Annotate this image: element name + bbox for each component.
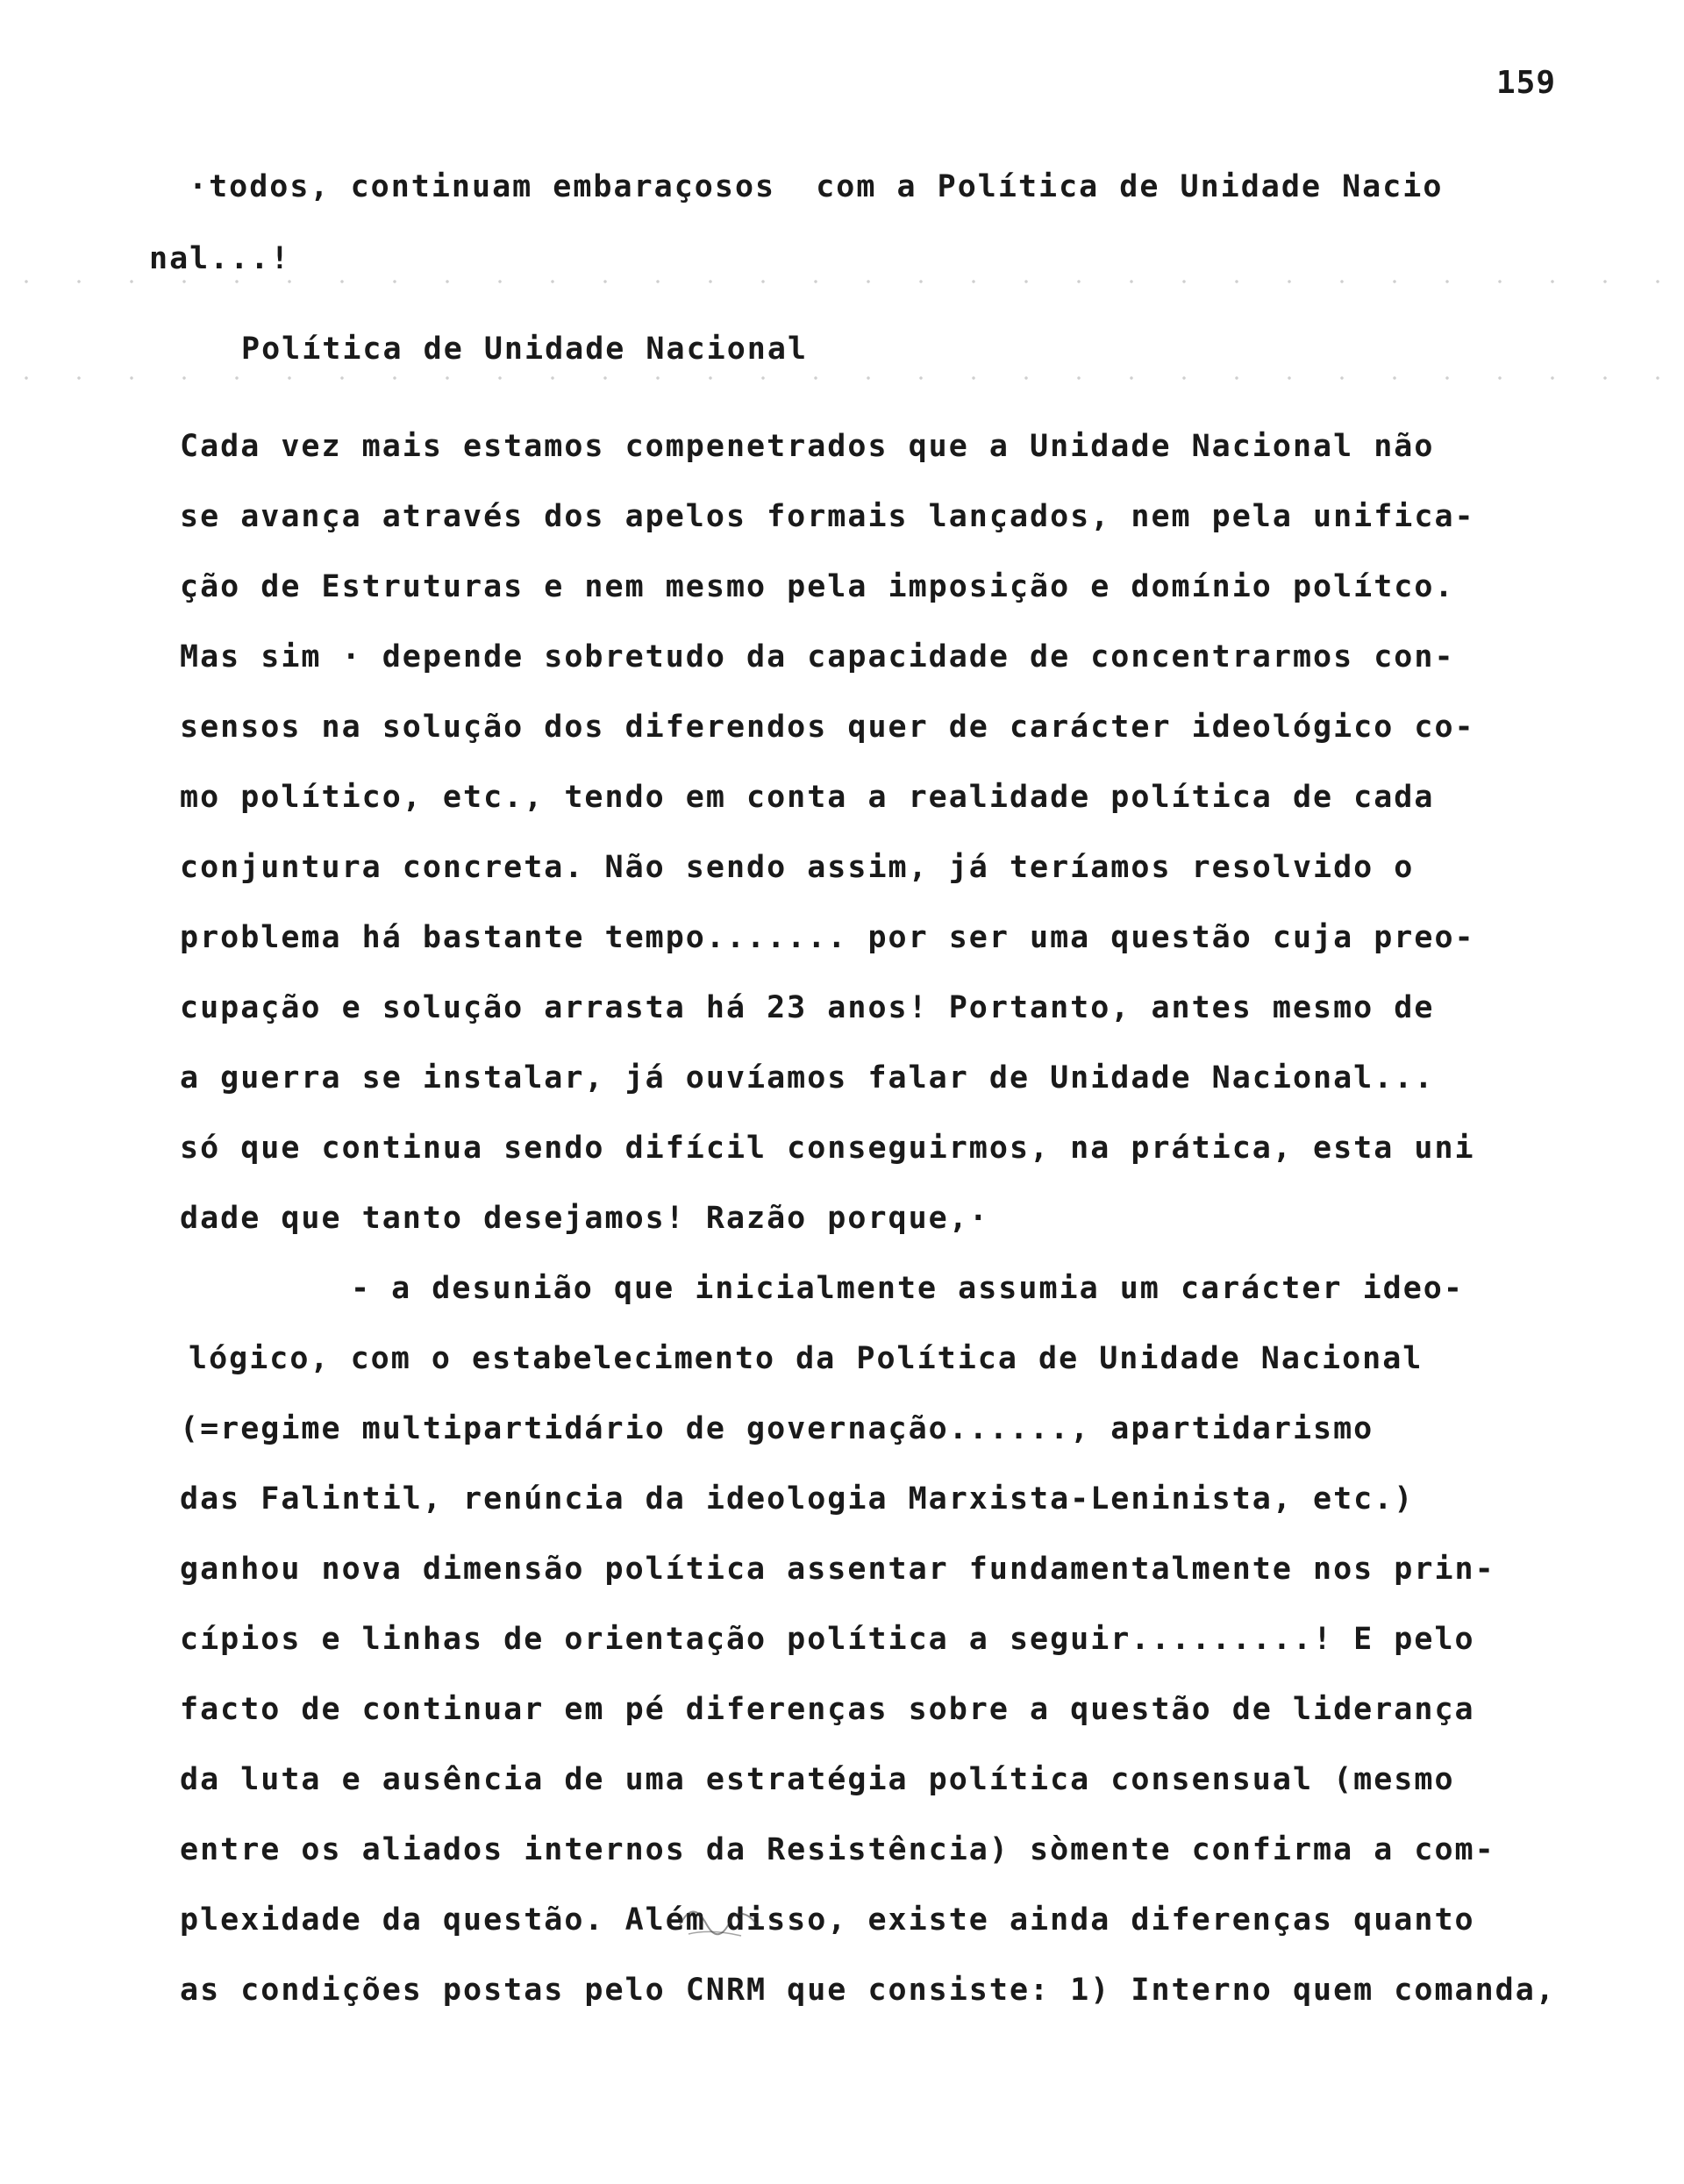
text-line: cípios e linhas de orientação política a seguir.........! E pelo [180,1622,1475,1657]
text-line: as condições postas pelo CNRM que consiste: 1) Interno quem comanda, [180,1973,1556,2008]
text-line: conjuntura concreta. Não sendo assim, já teríamos resolvido o [180,850,1415,885]
text-line: Cada vez mais estamos compenetrados que a Unidade Nacional não [180,429,1435,464]
text-line: cupação e solução arrasta há 23 anos! Portanto, antes mesmo de [180,990,1435,1025]
text-line: entre os aliados internos da Resistência) sòmente confirma a com- [180,1832,1495,1867]
text-line: Mas sim · depende sobretudo da capacidade de concentrarmos con- [180,639,1455,674]
dot-row [0,279,1684,284]
text-line: nal...! [149,241,291,276]
page-number: 159 [1496,65,1557,101]
dot-row [0,375,1684,381]
text-line: ·todos, continuam embaraçosos com a Política de Unidade Nacio [189,169,1444,204]
text-line: dade que tanto desejamos! Razão porque,· [180,1201,989,1236]
text-line: - a desunião que inicialmente assumia um carácter ideo- [351,1271,1464,1306]
text-line: (=regime multipartidário de governação......, apartidarismo [180,1411,1374,1446]
text-line: só que continua sendo difícil conseguirmos, na prática, esta uni [180,1131,1475,1166]
section-heading: Política de Unidade Nacional [241,332,809,367]
text-line: a guerra se instalar, já ouvíamos falar de Unidade Nacional... [180,1060,1435,1096]
text-line: problema há bastante tempo....... por ser uma questão cuja preo- [180,920,1475,955]
text-line: ção de Estruturas e nem mesmo pela imposição e domínio polítco. [180,569,1455,604]
text-line: da luta e ausência de uma estratégia política consensual (mesmo [180,1762,1455,1797]
text-line: das Falintil, renúncia da ideologia Marxista-Leninista, etc.) [180,1481,1415,1517]
text-line: plexidade da questão. Além disso, existe ainda diferenças quanto [180,1902,1475,1938]
handwritten-mark-icon [671,1890,767,1943]
text-line: mo político, etc., tendo em conta a realidade política de cada [180,780,1435,815]
text-line: ganhou nova dimensão política assentar fundamentalmente nos prin- [180,1552,1495,1587]
text-line: se avança através dos apelos formais lançados, nem pela unifica- [180,499,1475,534]
text-line: lógico, com o estabelecimento da Política de Unidade Nacional [189,1341,1424,1376]
text-line: facto de continuar em pé diferenças sobre a questão de liderança [180,1692,1475,1727]
text-line: sensos na solução dos diferendos quer de carácter ideológico co- [180,710,1475,745]
